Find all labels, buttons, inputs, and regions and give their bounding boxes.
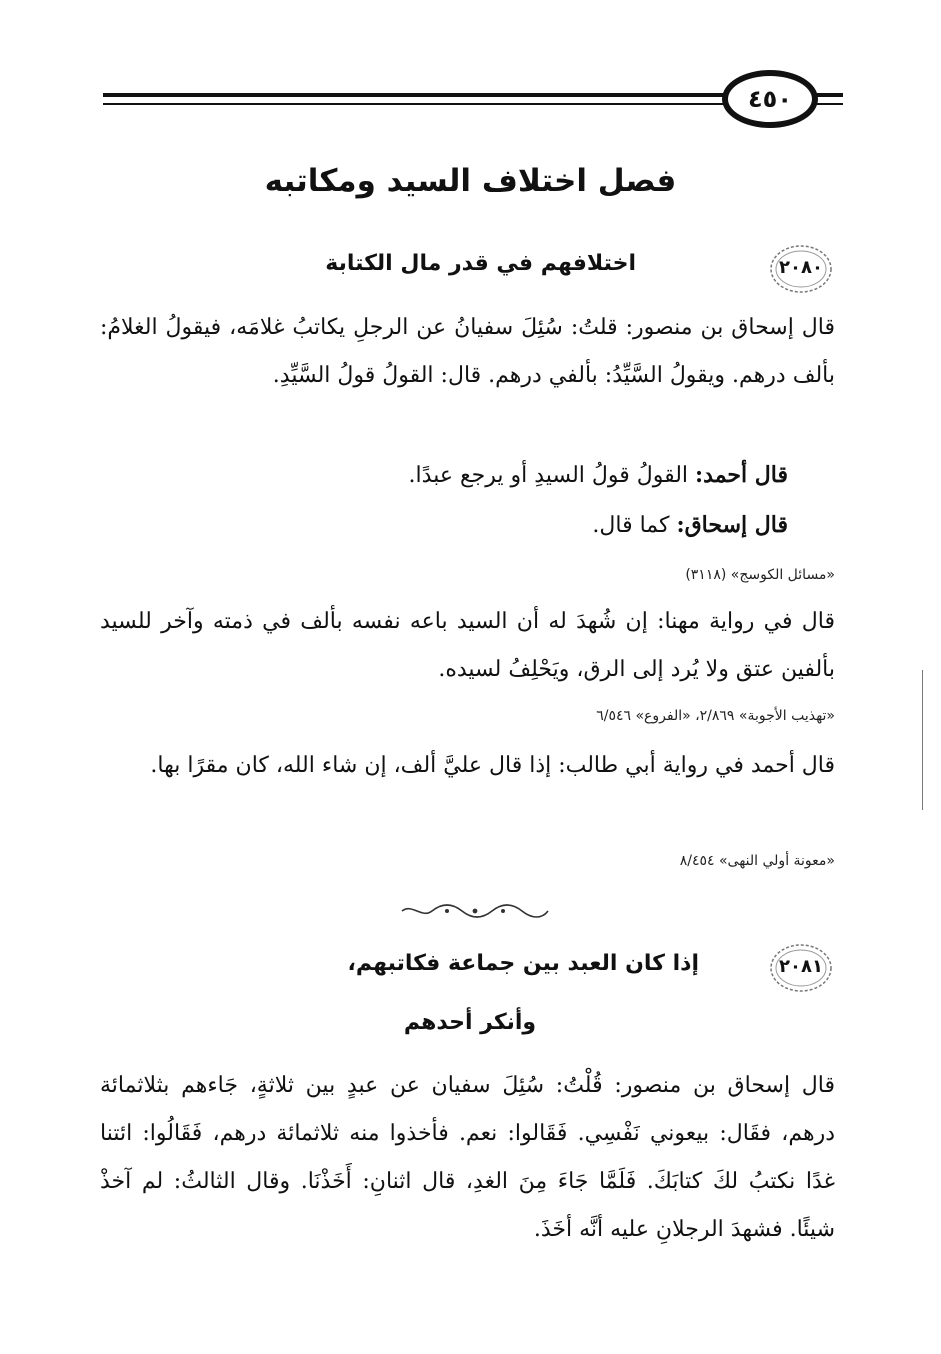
issue-paragraph: قال إسحاق بن منصور: قلتُ: سُئِلَ سفيانُ عن الرجلِ يكاتبُ غلامَه، فيقولُ الغلامُ: بألف درهم. ويقولُ السَّيِّدُ: بألفي درهم. قال: القولُ قولُ السَّيِّدِ. [100, 315, 835, 388]
source-reference: «تهذيب الأجوبة» ٢/٨٦٩، «الفروع» ٦/٥٤٦ [596, 708, 835, 724]
header-rule [815, 103, 843, 105]
source-reference: «معونة أولي النهى» ٨/٤٥٤ [679, 853, 835, 869]
issue-subtitle: وأنكر أحدهم [403, 1010, 537, 1035]
issue-title: إذا كان العبد بين جماعة فكاتبهم، [347, 951, 699, 976]
header-rule [815, 93, 843, 97]
issue-paragraph: قال إسحاق بن منصور: قُلْتُ: سُئِلَ سفيان عن عبدٍ بين ثلاثةٍ، جَاءهم بثلاثمائة درهم، فقَال: بيعوني نَفْسِي. فَقَالوا: نعم. فأخذوا منه ثلاثمائة درهم، فَقَالُوا: ائتنا غدًا نكتبُ لكَ كتابَكَ. فَلَمَّا جَاءَ مِنَ الغدِ، قال اثنانِ: أَخَذْنَا. وقال الثالثُ: لم آخذْ شيئًا. فشهدَ الرجلانِ عليه أنَّه أخَذَ. [100, 1073, 835, 1242]
issue-number-badge [768, 243, 834, 295]
issue-title: اختلافهم في قدر مال الكتابة [325, 251, 636, 276]
page-number: ٤٥٠ [722, 70, 818, 128]
chapter-title: فصل اختلاف السيد ومكاتبه [264, 163, 677, 199]
answer-text: القولُ قولُ السيدِ أو يرجع عبدًا. [408, 463, 696, 488]
header-rule [103, 93, 753, 97]
answer-text: كما قال. [592, 513, 677, 538]
answer-speaker: قال إسحاق: [676, 512, 788, 538]
issue-number: ٢٠٨٠ [779, 257, 823, 278]
scan-mark [922, 670, 923, 810]
answer-line [409, 455, 788, 496]
answer-speaker: قال أحمد: [695, 462, 788, 488]
issue-paragraph: قال في رواية مهنا: إن شُهدَ له أن السيد باعه نفسه بألف في ذمته وآخر للسيد بألفين عتق ولا يُرد إلى الرق، ويَحْلِفُ لسيده. [100, 609, 836, 682]
source-reference: «مسائل الكوسج» (٣١١٨) [685, 567, 835, 583]
issue-number-badge [768, 942, 834, 994]
issue-number: ٢٠٨١ [779, 956, 823, 977]
ornamental-divider-icon [400, 903, 550, 919]
issue-paragraph: قال أحمد في رواية أبي طالب: إذا قال عليَّ ألف، إن شاء الله، كان مقرًا بها. [150, 753, 835, 778]
header-rule [103, 103, 753, 105]
answer-line [592, 505, 788, 546]
